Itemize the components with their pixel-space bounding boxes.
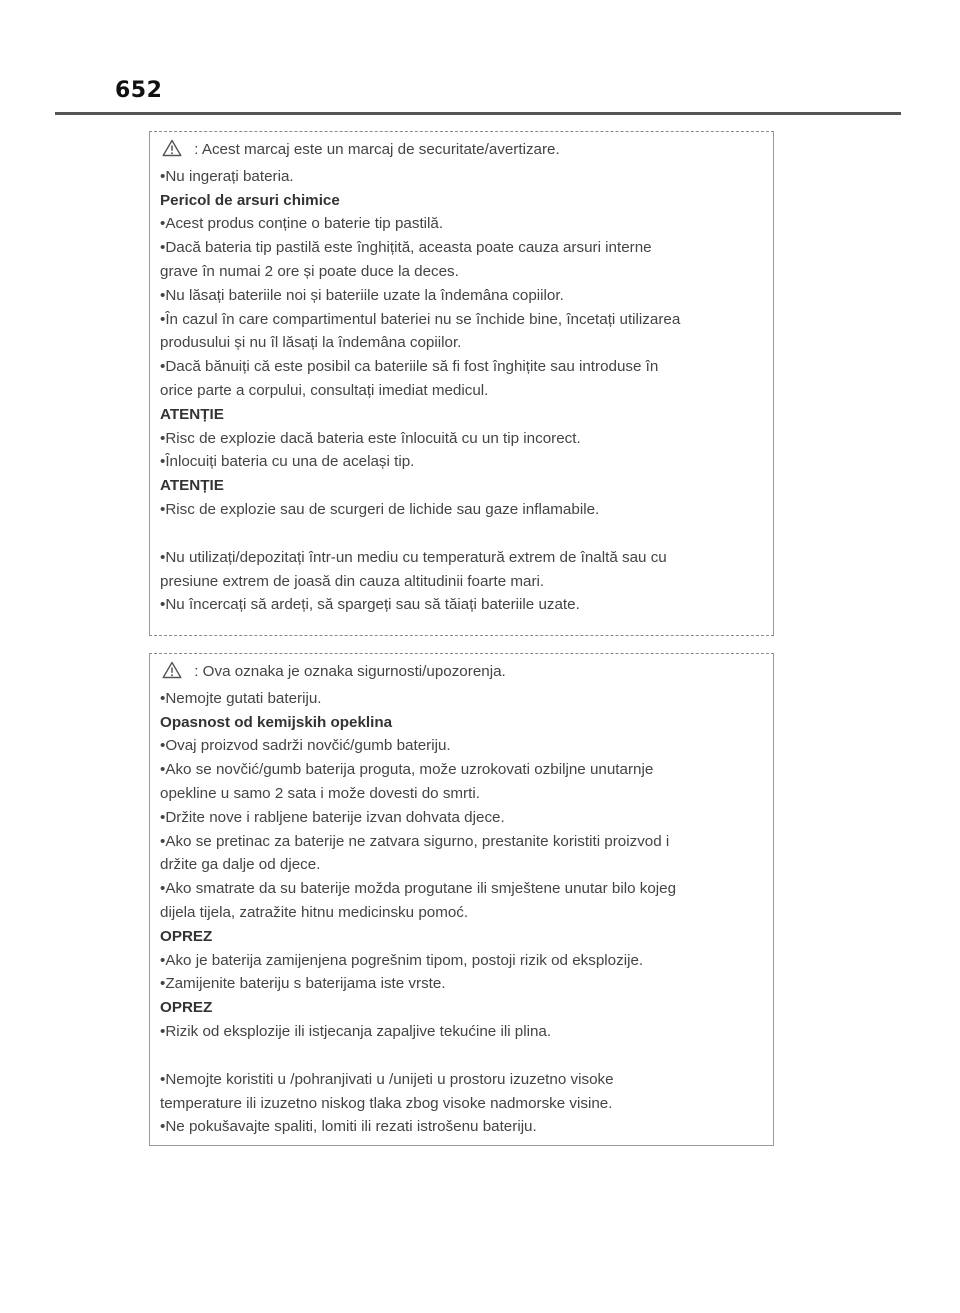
line-text: ATENȚIE (160, 405, 224, 423)
body-text-line (160, 570, 763, 594)
body-text-line (160, 498, 763, 522)
line-text: •Înlocuiți bateria cu una de același tip. (160, 453, 415, 471)
line-text: : Ova oznaka je oznaka sigurnosti/upozorenja. (190, 663, 506, 680)
body-text-line (160, 830, 763, 854)
line-text: •Ako se novčić/gumb baterija proguta, može uzrokovati ozbiljne unutarnje (160, 761, 654, 779)
line-text: •Risc de explozie sau de scurgeri de lichide sau gaze inflamabile. (160, 500, 600, 518)
section-heading (160, 189, 763, 213)
body-text-line (160, 687, 763, 711)
body-text-line (160, 331, 763, 355)
line-text: •Držite nove i rabljene baterije izvan dohvata djece. (160, 808, 505, 826)
line-text: OPREZ (160, 927, 213, 945)
body-text-line (160, 165, 763, 189)
line-text: •În cazul în care compartimentul bateriei nu se închide bine, încetați utilizarea (160, 310, 681, 328)
line-text: •Nu lăsați bateriile noi și bateriile uzate la îndemâna copiilor. (160, 286, 564, 304)
line-text: grave în numai 2 ore și poate duce la deces. (160, 262, 459, 280)
line-text: •Risc de explozie dacă bateria este înlocuită cu un tip incorect. (160, 429, 581, 447)
line-text: •Ako smatrate da su baterije možda progutane ili smještene unutar bilo kojeg (160, 880, 677, 898)
line-text: •Acest produs conține o baterie tip pastilă. (160, 215, 444, 233)
line-text: •Nu ingerați bateria. (160, 167, 294, 185)
line-text: produsului și nu îl lăsați la îndemâna copiilor. (160, 334, 462, 352)
body-text-line (160, 1068, 763, 1092)
line-text: presiune extrem de joasă din cauza altitudinii foarte mari. (160, 572, 545, 590)
body-text-line (160, 1020, 763, 1044)
body-text-line (160, 734, 763, 758)
line-text: dijela tijela, zatražite hitnu medicinsku pomoć. (160, 903, 469, 921)
line-text: •Dacă bateria tip pastilă este înghițită, aceasta poate cauza arsuri interne (160, 239, 652, 257)
line-text: •Nu încercați să ardeți, să spargeți sau să tăiați bateriile uzate. (160, 596, 580, 614)
body-text-line (160, 901, 763, 925)
body-text-line (160, 1115, 763, 1139)
section-heading (160, 925, 763, 949)
line-text: temperature ili izuzetno niskog tlaka zbog visoke nadmorske visine. (160, 1094, 613, 1112)
line-text: •Dacă bănuiți că este posibil ca bateriile să fi fost înghițite sau introduse în (160, 358, 659, 376)
section-heading (160, 403, 763, 427)
line-text: Pericol de arsuri chimice (160, 191, 340, 209)
warning-caption (160, 138, 763, 165)
body-text-line (160, 877, 763, 901)
section-heading (160, 474, 763, 498)
body-text-line (160, 758, 763, 782)
warning-caption (160, 660, 763, 687)
body-text-line (160, 236, 763, 260)
line-text: ATENȚIE (160, 477, 224, 495)
line-text: opekline u samo 2 sata i može dovesti do smrti. (160, 784, 480, 802)
line-text: Opasnost od kemijskih opeklina (160, 713, 393, 731)
line-text: •Ne pokušavajte spaliti, lomiti ili rezati istrošenu bateriju. (160, 1118, 537, 1136)
body-text-line (160, 853, 763, 877)
body-text-line (160, 546, 763, 570)
line-text: : Acest marcaj este un marcaj de securitate/avertizare. (190, 141, 560, 158)
line-text: •Zamijenite bateriju s baterijama iste vrste. (160, 975, 446, 993)
warning-triangle-icon (162, 661, 182, 687)
body-text-line (160, 949, 763, 973)
section-heading (160, 711, 763, 735)
line-text: OPREZ (160, 999, 213, 1017)
body-text-line (160, 308, 763, 332)
line-text: držite ga dalje od djece. (160, 856, 321, 874)
line-text: •Nemojte gutati bateriju. (160, 689, 322, 707)
section-heading (160, 996, 763, 1020)
body-text-line (160, 355, 763, 379)
line-text: orice parte a corpului, consultați imediat medicul. (160, 381, 489, 399)
body-text-line (160, 212, 763, 236)
line-text: •Nemojte koristiti u /pohranjivati u /unijeti u prostoru izuzetno visoke (160, 1070, 614, 1088)
warning-triangle-icon (162, 139, 182, 165)
warning-box-croatian (149, 653, 774, 1146)
body-text-line (160, 972, 763, 996)
line-text: •Nu utilizați/depozitați într-un mediu cu temperatură extrem de înaltă sau cu (160, 548, 667, 566)
line-text: •Ako se pretinac za baterije ne zatvara sigurno, prestanite koristiti proizvod i (160, 832, 670, 850)
body-text-line (160, 427, 763, 451)
body-text-line (160, 260, 763, 284)
body-text-line (160, 1092, 763, 1116)
page-number: 652 (115, 78, 163, 103)
body-text-line (160, 284, 763, 308)
body-text-line (160, 806, 763, 830)
line-text: •Ako je baterija zamijenjena pogrešnim tipom, postoji rizik od eksplozije. (160, 951, 644, 969)
body-text-line (160, 379, 763, 403)
line-text: •Ovaj proizvod sadrži novčić/gumb bateriju. (160, 737, 451, 755)
line-text: •Rizik od eksplozije ili istjecanja zapaljive tekućine ili plina. (160, 1022, 552, 1040)
body-text-line (160, 593, 763, 617)
header-rule (55, 112, 901, 115)
body-text-line (160, 782, 763, 806)
body-text-line (160, 450, 763, 474)
warning-box-romanian (149, 131, 774, 636)
